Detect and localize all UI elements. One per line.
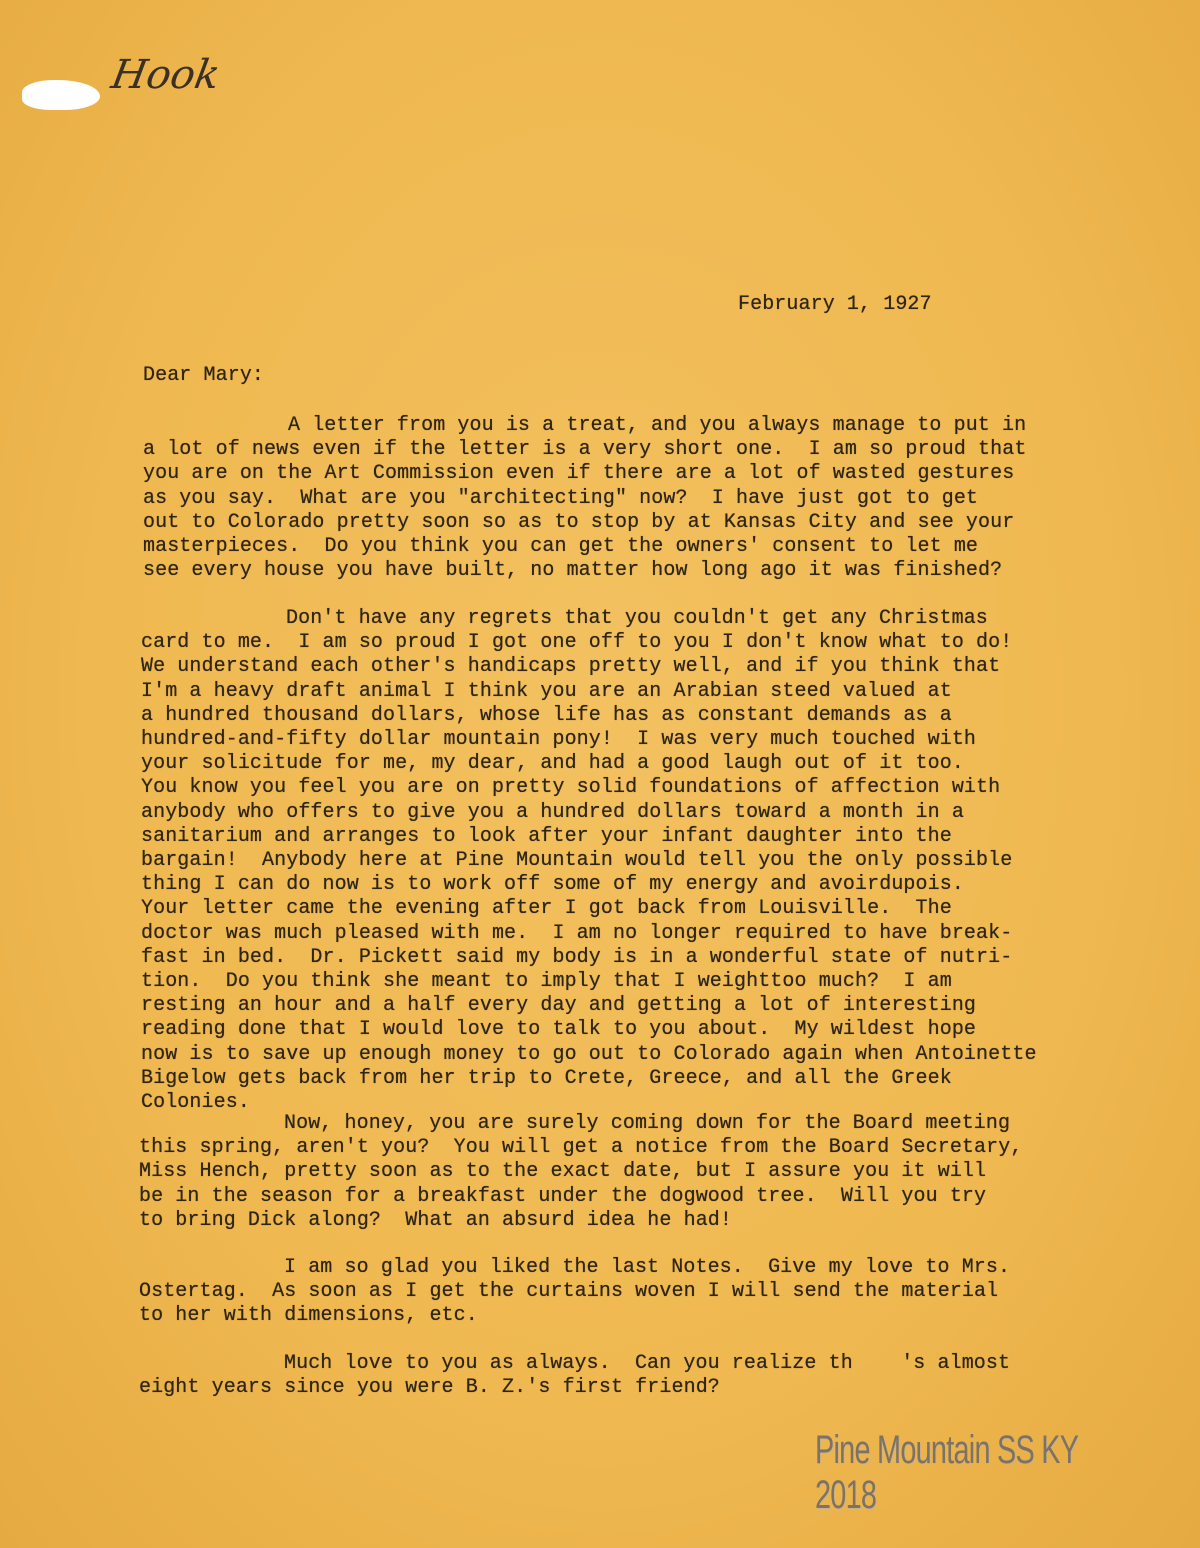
text-line: We understand each other's handicaps pretty well, and if you think that <box>141 655 1001 679</box>
text-line: Bigelow gets back from her trip to Crete, Greece, and all the Greek <box>141 1066 952 1090</box>
watermark: Pine Mountain SS KY 2018 <box>815 1428 1078 1517</box>
paragraph-5 <box>139 1352 1010 1400</box>
text-line: You know you feel you are on pretty solid foundations of affection with <box>141 776 1001 800</box>
text-line: Don't have any regrets that you couldn't get any Christmas <box>286 607 988 630</box>
text-line: a hundred thousand dollars, whose life has as constant demands as a <box>141 703 952 727</box>
text-line: Your letter came the evening after I got back from Louisville. The <box>141 897 952 921</box>
text-line: reading done that I would love to talk to you about. My wildest hope <box>141 1018 977 1042</box>
text-line: Miss Hench, pretty soon as to the exact date, but I assure you it will <box>139 1160 987 1184</box>
text-line: as you say. What are you "architecting" now? I have just got to get <box>143 486 979 510</box>
text-line: anybody who offers to give you a hundred dollars toward a month in a <box>141 800 964 824</box>
text-line: you are on the Art Commission even if there are a lot of wasted gestures <box>143 462 1015 486</box>
paragraph-1 <box>143 414 1026 583</box>
paragraph-2 <box>141 607 1037 1115</box>
text-line: a lot of news even if the letter is a very short one. I am so proud that <box>143 438 1027 462</box>
text-line: to her with dimensions, etc. <box>139 1304 478 1328</box>
text-line: tion. Do you think she meant to imply that I weighttoo much? I am <box>141 970 952 994</box>
text-line: hundred-and-fifty dollar mountain pony! I was very much touched with <box>141 728 977 752</box>
salutation: Dear Mary: <box>143 364 265 387</box>
paragraph-3 <box>139 1112 1022 1233</box>
text-line: bargain! Anybody here at Pine Mountain would tell you the only possible <box>141 849 1013 873</box>
text-line: Ostertag. As soon as I get the curtains woven I will send the material <box>139 1280 999 1304</box>
text-line: doctor was much pleased with me. I am no longer required to have break- <box>141 921 1013 945</box>
text-line: see every house you have built, no matter how long ago it was finished? <box>143 559 1003 583</box>
text-line: sanitarium and arranges to look after your infant daughter into the <box>141 824 952 848</box>
white-redaction-mark <box>22 80 100 110</box>
paragraph-4 <box>139 1256 1010 1329</box>
text-line: card to me. I am so proud I got one off to you I don't know what to do! <box>141 631 1013 655</box>
text-line: I am so glad you liked the last Notes. Give my love to Mrs. <box>284 1256 1011 1279</box>
text-line: be in the season for a breakfast under the dogwood tree. Will you try <box>139 1184 987 1208</box>
text-line: Much love to you as always. Can you realize th 's almost <box>284 1352 1011 1375</box>
text-line: A letter from you is a treat, and you always manage to put in <box>288 414 1027 437</box>
text-line: now is to save up enough money to go out to Colorado again when Antoinette <box>141 1042 1037 1066</box>
letter-date: February 1, 1927 <box>738 293 932 316</box>
text-line: Colonies. <box>141 1091 250 1115</box>
text-line: to bring Dick along? What an absurd idea he had! <box>139 1208 732 1232</box>
text-line: eight years since you were B. Z.'s first friend? <box>139 1376 720 1400</box>
text-line: thing I can do now is to work off some of my energy and avoirdupois. <box>141 873 964 897</box>
handwritten-note: Hook <box>107 52 224 98</box>
text-line: your solicitude for me, my dear, and had a good laugh out of it too. <box>141 752 964 776</box>
text-line: masterpieces. Do you think you can get the owners' consent to let me <box>143 535 979 559</box>
text-line: fast in bed. Dr. Pickett said my body is in a wonderful state of nutri- <box>141 945 1013 969</box>
text-line: resting an hour and a half every day and getting a lot of interesting <box>141 994 977 1018</box>
text-line: out to Colorado pretty soon so as to stop by at Kansas City and see your <box>143 510 1015 534</box>
text-line: I'm a heavy draft animal I think you are an Arabian steed valued at <box>141 679 952 703</box>
text-line: this spring, aren't you? You will get a notice from the Board Secretary, <box>139 1136 1023 1160</box>
text-line: Now, honey, you are surely coming down for the Board meeting <box>284 1112 1011 1135</box>
